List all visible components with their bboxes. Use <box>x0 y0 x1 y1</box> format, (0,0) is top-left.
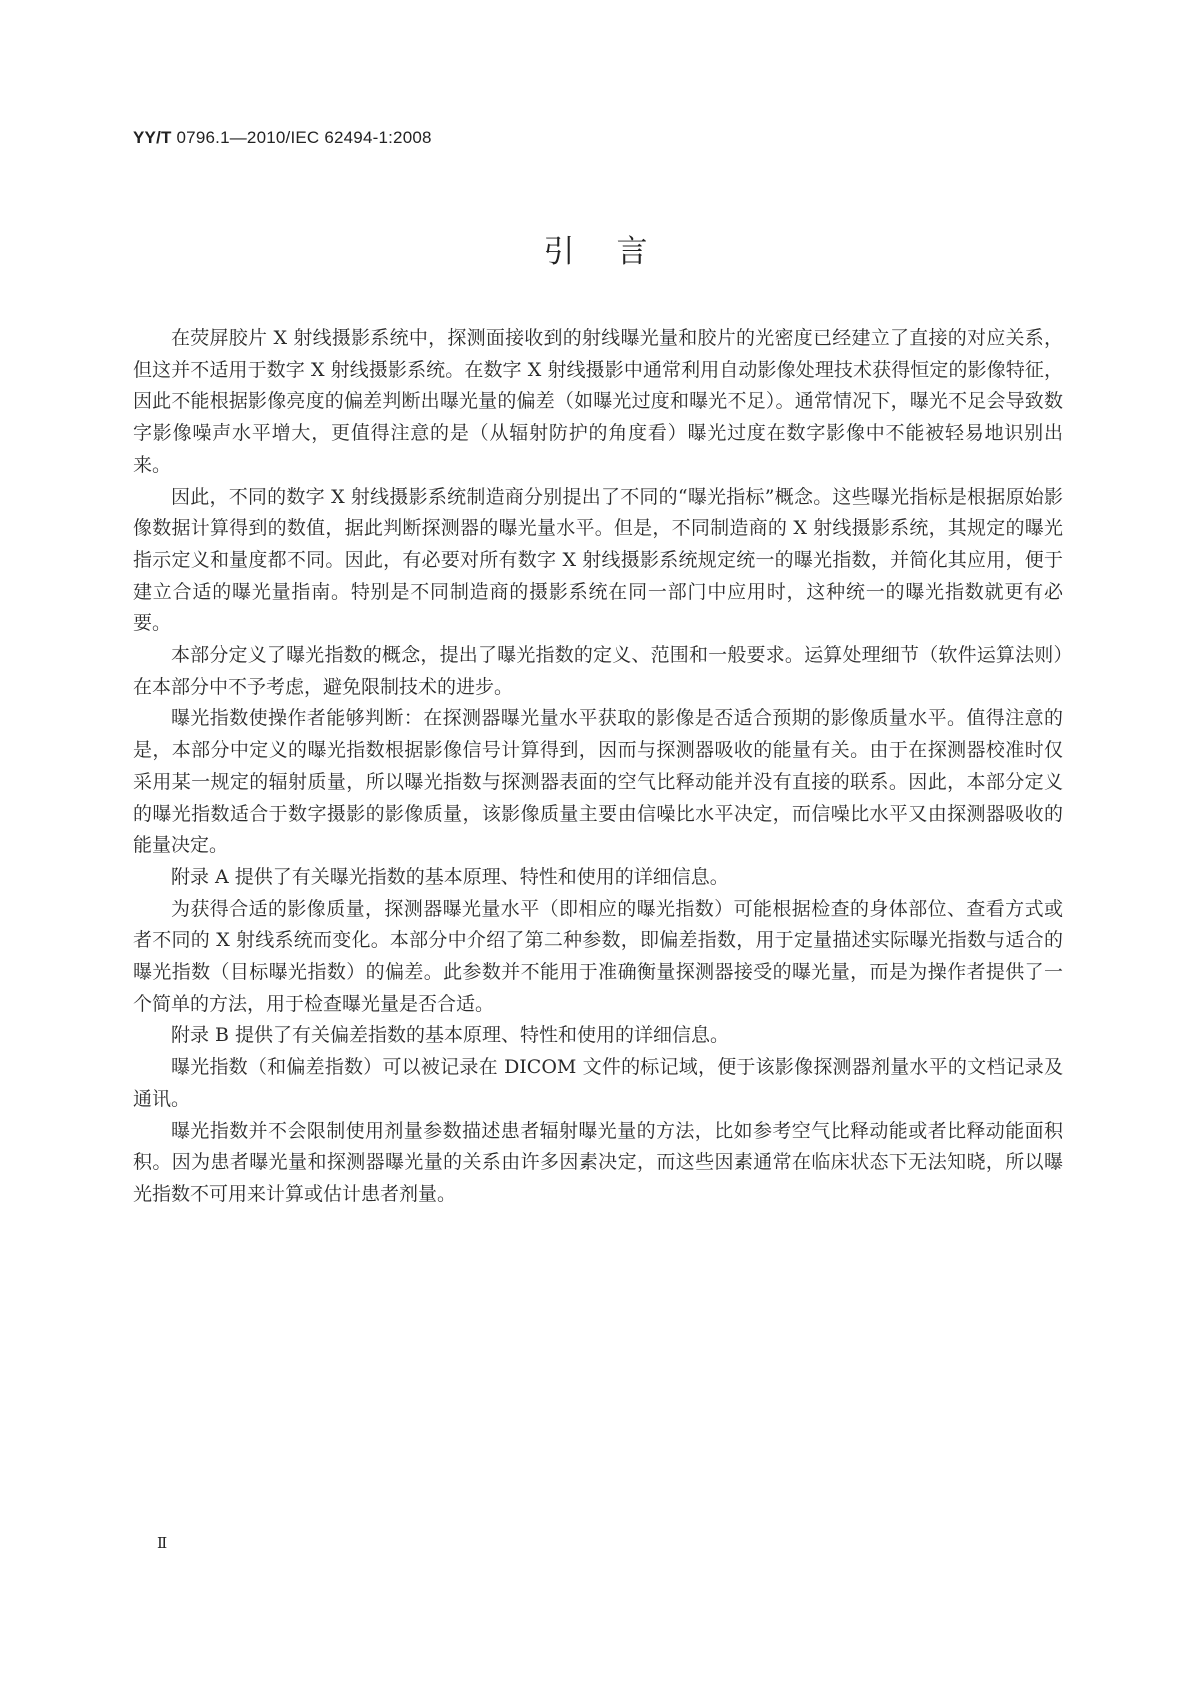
paragraph-1: 在荧屏胶片 X 射线摄影系统中，探测面接收到的射线曝光量和胶片的光密度已经建立了直接的对应关系，但这并不适用于数字 X 射线摄影系统。在数字 X 射线摄影中通常利用自动影像处理技术获得恒定的影像特征，因此不能根据影像亮度的偏差判断出曝光量的偏差（如曝光过度和曝光不足）。通常情况下，曝光不足会导致数字影像噪声水平增大，更值得注意的是（从辐射防护的角度看）曝光过度在数字影像中不能被轻易地识别出来。 <box>133 327 1063 476</box>
paragraph-9: 曝光指数并不会限制使用剂量参数描述患者辐射曝光量的方法，比如参考空气比释动能或者比释动能面积积。因为患者曝光量和探测器曝光量的关系由许多因素决定，而这些因素通常在临床状态下无法知晓，所以曝光指数不可用来计算或估计患者剂量。 <box>133 1119 1063 1205</box>
paragraph-4: 曝光指数使操作者能够判断：在探测器曝光量水平获取的影像是否适合预期的影像质量水平。值得注意的是，本部分中定义的曝光指数根据影像信号计算得到，因而与探测器吸收的能量有关。由于在探测器校准时仅采用某一规定的辐射质量，所以曝光指数与探测器表面的空气比释动能并没有直接的联系。因此，本部分定义的曝光指数适合于数字摄影的影像质量，该影像质量主要由信噪比水平决定，而信噪比水平又由探测器吸收的能量决定。 <box>133 707 1063 857</box>
standard-number: 0796.1—2010/IEC 62494-1:2008 <box>176 128 432 147</box>
page-title: 引言 <box>543 234 690 270</box>
paragraph-6: 为获得合适的影像质量，探测器曝光量水平（即相应的曝光指数）可能根据检查的身体部位、查看方式或者不同的 X 射线系统而变化。本部分中介绍了第二种参数，即偏差指数，用于定量描述实际曝光指数与适合的曝光指数（目标曝光指数）的偏差。此参数并不能用于准确衡量探测器接受的曝光量，而是为操作者提供了一个简单的方法，用于检查曝光量是否合适。 <box>133 897 1063 1015</box>
paragraph-7: 附录 B 提供了有关偏差指数的基本原理、特性和使用的详细信息。 <box>171 1024 730 1047</box>
standard-prefix: YY/T <box>133 128 172 147</box>
paragraph-2: 因此，不同的数字 X 射线摄影系统制造商分别提出了不同的“曝光指标”概念。这些曝光指标是根据原始影像数据计算得到的数值，据此判断探测器的曝光量水平。但是，不同制造商的 X 射线摄影系统，其规定的曝光指示定义和量度都不同。因此，有必要对所有数字 X 射线摄影系统规定统一的曝光指数，并简化其应用，便于建立合适的曝光量指南。特别是不同制造商的摄影系统在同一部门中应用时，这种统一的曝光指数就更有必要。 <box>133 485 1063 635</box>
paragraph-3: 本部分定义了曝光指数的概念，提出了曝光指数的定义、范围和一般要求。运算处理细节（软件运算法则）在本部分中不予考虑，避免限制技术的进步。 <box>133 644 1063 698</box>
page-number: Ⅱ <box>157 1534 168 1552</box>
standard-number-header <box>133 128 432 148</box>
introduction-body <box>133 323 1063 1211</box>
paragraph-5: 附录 A 提供了有关曝光指数的基本原理、特性和使用的详细信息。 <box>171 865 729 888</box>
paragraph-8: 曝光指数（和偏差指数）可以被记录在 DICOM 文件的标记域，便于该影像探测器剂量水平的文档记录及通讯。 <box>133 1056 1063 1110</box>
